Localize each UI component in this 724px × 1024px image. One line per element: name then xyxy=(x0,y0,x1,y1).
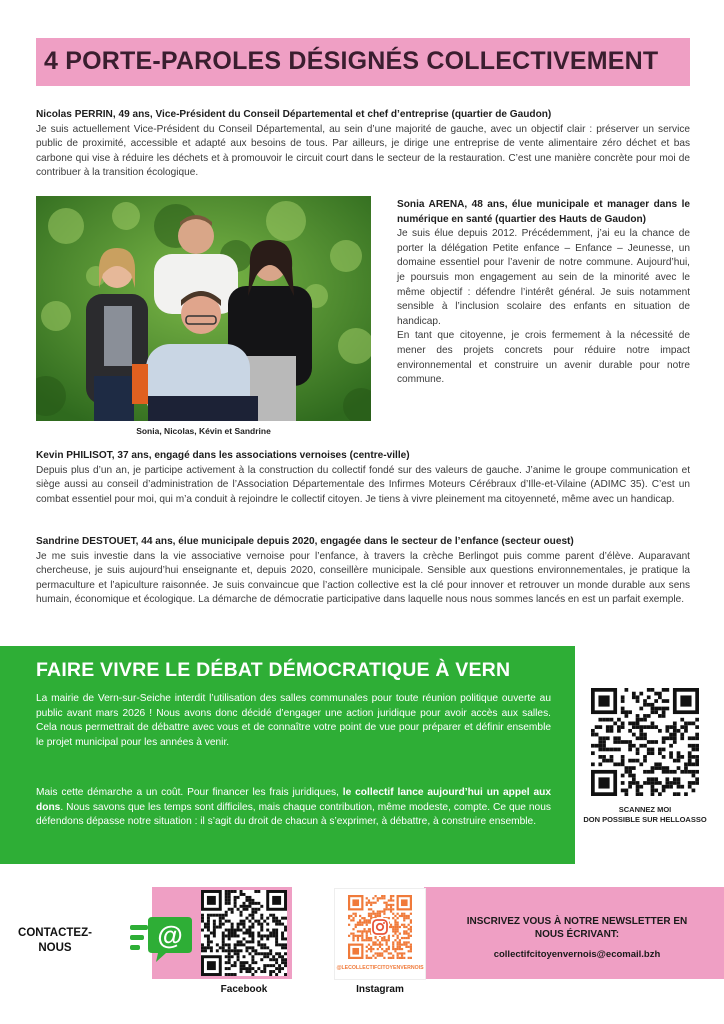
chat-at-icon xyxy=(126,913,194,965)
bio-kevin-title: Kevin PHILISOT, 37 ans, engagé dans les associations vernoises (centre-ville) xyxy=(36,450,410,461)
instagram-label: Instagram xyxy=(356,984,404,995)
bio-nicolas xyxy=(36,108,690,181)
instagram-handle: @LECOLLECTIFCITOYENVERNOIS xyxy=(336,965,424,971)
newsletter-line-1: INSCRIVEZ VOUS À NOTRE NEWSLETTER EN xyxy=(466,916,688,927)
debate-p2-end: . Nous savons que les temps sont difficiles, mais chaque contribution, même modeste, compte. Ce que nous défendons dépasse notre situation : il s’agit du droit de chacun à s’exprimer, à débattre, à construire ensemble. xyxy=(36,801,551,828)
photo-caption: Sonia, Nicolas, Kévin et Sandrine xyxy=(136,426,271,436)
newsletter-email[interactable]: collectifcitoyenvernois@ecomail.bzh xyxy=(493,949,661,960)
bio-sonia-text-1: Je suis élue depuis 2012. Précédemment, j’ai eu la chance de porter la délégation Petite enfance – Enfance – Jeunesse, un domaine essentiel pour l’avenir de notre commune. Aujourd’hui, je poursuis mon engagement au sein de la minorité avec le même objectif : défendre l’intérêt général. Je suis notamment sensible à l’inclusion scolaire des enfants en situation de handicap. xyxy=(397,228,690,327)
qr-helloasso-label: DON POSSIBLE SUR HELLOASSO xyxy=(583,815,707,824)
contact-label xyxy=(16,926,94,956)
instagram-card[interactable] xyxy=(334,888,426,980)
debate-title: FAIRE VIVRE LE DÉBAT DÉMOCRATIQUE À VERN xyxy=(36,659,511,681)
debate-p2-bold: le collectif lance aujourd’hui un appel aux dons xyxy=(36,787,552,813)
donation-qr-code[interactable] xyxy=(591,688,699,796)
debate-p2-start: Mais cette démarche a un coût. Pour financer les frais juridiques, xyxy=(36,787,343,798)
qr-scan-label: SCANNEZ MOI xyxy=(618,805,672,814)
newsletter-line-2: NOUS ÉCRIVANT: xyxy=(534,929,620,940)
instagram-icon xyxy=(371,918,389,936)
bio-sonia xyxy=(397,198,690,388)
donation-qr-caption xyxy=(575,805,715,825)
debate-paragraph-2 xyxy=(36,786,551,830)
section-title: 4 PORTE-PAROLES DÉSIGNÉS COLLECTIVEMENT xyxy=(44,47,659,75)
bio-kevin xyxy=(36,449,690,507)
bio-sonia-text-2: En tant que citoyenne, je crois fermement à la nécessité de mener des projets concrets pour réduire notre impact environnemental et construire un avenir durable pour notre commune. xyxy=(397,330,690,386)
chat-icon-glyph: @ xyxy=(157,920,183,950)
bio-nicolas-title: Nicolas PERRIN, 49 ans, Vice-Président du Conseil Départemental et chef d’entreprise (quartier de Gaudon) xyxy=(36,109,552,120)
bio-kevin-text: Depuis plus d’un an, je participe activement à la construction du collectif fondé sur des valeurs de gauche. J’anime le groupe communication et siège aussi au conseil d’administration de l’Association Départementale des Infirmes Moteurs Cérébraux d’Ille-et-Vilaine (ADIMC 35). C’est un combat essentiel pour moi, qui m’a conduit à rejoindre le collectif citoyen. Je tiens à vivre pleinement ma citoyenneté, même avec un handicap. xyxy=(36,464,690,505)
bio-nicolas-text: Je suis actuellement Vice-Président du Conseil Départemental, au sein d’une majorité de gauche, avec un objectif clair : préserver un service public de proximité, accessible et adapté aux besoins de tous. Par ailleurs, je dirige une entreprise de vente alimentaire zéro déchet et bas carbone qui vise à réduire les déchets et à promouvoir le circuit court dans le secteur de la restauration. C’est une manière concrète pour moi de contribuer à la transition écologique. xyxy=(36,123,690,179)
bio-sandrine xyxy=(36,535,690,608)
debate-paragraph-1: La mairie de Vern-sur-Seiche interdit l’utilisation des salles communales pour toute réunion politique ouverte au public avant mars 2026 ! Nous avons donc décidé d’engager une action juridique pour avoir accès aux salles. Cela nous permettrait de débattre avec vous et de connaître votre point de vue pour préparer et définir ensemble le projet municipal pour les années à venir. xyxy=(36,693,551,748)
bio-sonia-title: Sonia ARENA, 48 ans, élue municipale et manager dans le numérique en santé (quartier des Hauts de Gaudon) xyxy=(397,199,690,225)
bio-sandrine-title: Sandrine DESTOUET, 44 ans, élue municipale depuis 2020, engagée dans le secteur de l’enfance (secteur ouest) xyxy=(36,536,574,547)
facebook-label: Facebook xyxy=(220,984,268,995)
group-photo-image xyxy=(36,196,371,421)
bio-sandrine-text: Je me suis investie dans la vie associative vernoise pour l’enfance, à travers la crèche Berlingot puis comme parent d’élève. Auparavant chercheuse, je suis aujourd’hui enseignante et, depuis 2020, conseillère municipale. Sensible aux questions environnementales, je pratique la permaculture et l’apiculture raisonnée. Je suis convaincue que l’action collective est la clé pour innover et retrouver un monde durable aux sens humain, économique et écologique. La démarche de démocratie participative dans laquelle nous nous sommes lancés en est un parfait exemple. xyxy=(36,550,690,606)
group-photo xyxy=(36,196,371,421)
newsletter-text xyxy=(432,915,722,941)
facebook-qr-code[interactable] xyxy=(201,890,287,976)
contact-label-line-2: NOUS xyxy=(38,942,72,954)
contact-label-line-1: CONTACTEZ- xyxy=(18,927,92,939)
